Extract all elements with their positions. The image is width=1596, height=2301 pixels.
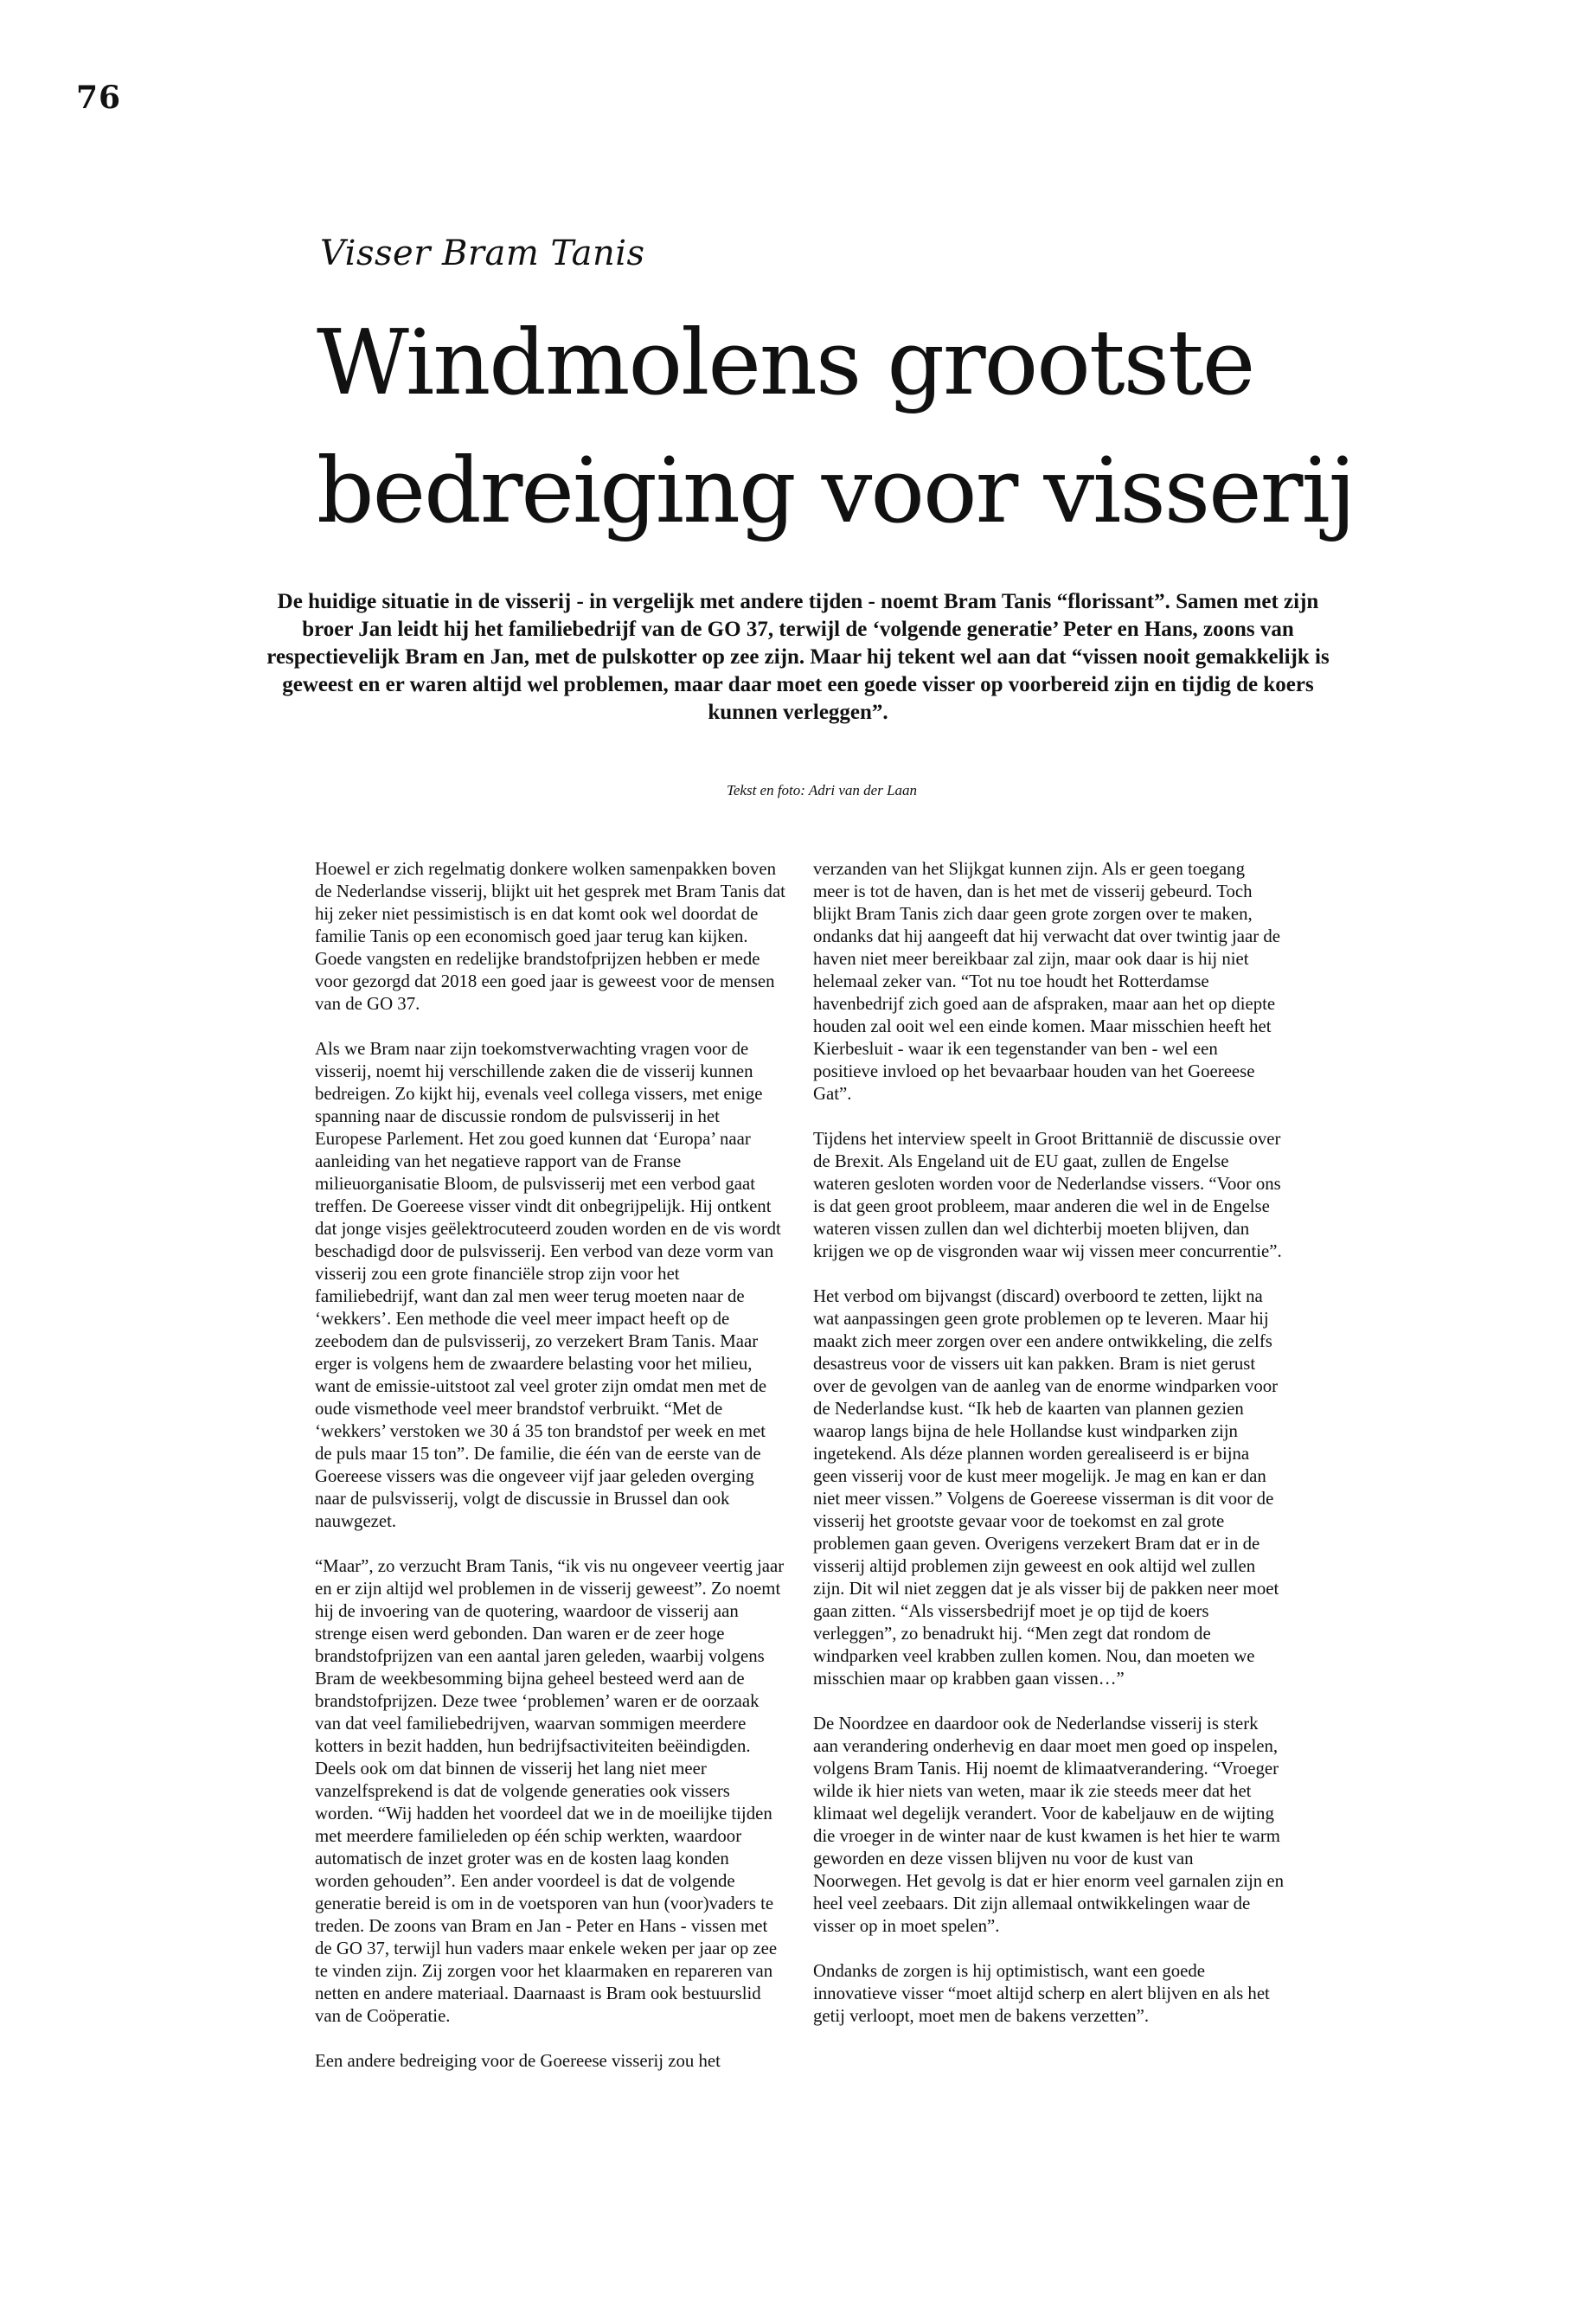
photo-credit: Tekst en foto: Adri van der Laan [726,782,918,798]
body-paragraph: Hoewel er zich regelmatig donkere wolken samenpakken boven de Nederlandse visserij, blijkt uit het gesprek met Bram Tanis dat hij zeker niet pessimistisch is en dat komt ook wel doordat de familie Tanis op een economisch goed jaar terug kan kijken. Goede vangsten en redelijke brandstofprijzen hebben er mede voor gezorgd dat 2018 een goed jaar is geweest voor de mensen van de GO 37. [315,859,785,1014]
article-title: Windmolens grootste bedreiging voor visserij [317,310,1355,543]
body-paragraph: Ondanks de zorgen is hij optimistisch, want een goede innovatieve visser “moet altijd scherp en alert blijven en als het getij verloopt, moet men de bakens verzetten”. [813,1961,1270,2026]
body-paragraph: Tijdens het interview speelt in Groot Brittannië de discussie over de Brexit. Als Engeland uit de EU gaat, zullen de Engelse wateren gesloten worden voor de Nederlandse vissers. “Voor ons is dat geen groot probleem, maar anderen die wel in de Engelse wateren vissen zullen dan wel dichterbij moeten blijven, dan krijgen we op de visgronden waar wij vissen meer concurrentie”. [813,1129,1282,1261]
body-paragraph: Het verbod om bijvangst (discard) overboord te zetten, lijkt na wat aanpassingen geen grote problemen op te leveren. Maar hij maakt zich meer zorgen over een andere ontwikkeling, die zelfs desastreus voor de vissers uit kan pakken. Bram is niet gerust over de gevolgen van de aanleg van de enorme windparken voor de Nederlandse kust. “Ik heb de kaarten van plannen gezien waarop langs bijna de hele Hollandse kust windparken zijn ingetekend. Als déze plannen worden gerealiseerd is er bijna geen visserij voor de kust meer mogelijk. Je mag en kan er dan niet meer vissen.” Volgens de Goereese visserman is dit voor de visserij het grootste gevaar voor de toekomst en zal grote problemen gaan geven. Overigens verzekert Bram dat er in de visserij altijd problemen zijn geweest en ook altijd wel zullen zijn. Dit wil niet zeggen dat je als visser bij de pakken neer moet gaan zitten. “Als vissersbedrijf moet je op tijd de koers verleggen”, zo benadrukt hij. “Men zegt dat rondom de windparken veel krabben zullen komen. Nou, dan moeten we misschien maar op krabben gaan vissen…” [813,1286,1279,1689]
body-paragraph: De Noordzee en daardoor ook de Nederlandse visserij is sterk aan verandering onderhevig en daar moet men goed op inspelen, volgens Bram Tanis. Hij noemt de klimaatverandering. “Vroeger wilde ik hier niets van weten, maar ik zie steeds meer dat het klimaat wel degelijk verandert. Voor de kabeljauw en de wijting die vroeger in de winter naar de kust kwamen is het hier te warm geworden en deze vissen blijven nu voor de kust van Noorwegen. Het gevolg is dat er hier enorm veel garnalen zijn en heel veel zeebaars. Dit zijn allemaal ontwikkelingen waar de visser op in moet spelen”. [813,1714,1284,1936]
article-kicker: Visser Bram Tanis [320,234,645,273]
article-lead: De huidige situatie in de visserij - in vergelijk met andere tijden - noemt Bram Tanis “florissant”. Samen met zijn broer Jan leidt hij het familiebedrijf van de GO 37, terwijl de ‘volgende generatie’ Peter en Hans, zoons van respectievelijk Bram en Jan, met de pulskotter op zee zijn. Maar hij tekent wel aan dat “vissen nooit gemakkelijk is geweest en er waren altijd wel problemen, maar daar moet een goede visser op voorbereid zijn en tijdig de koers kunnen verleggen”. [266,590,1330,724]
text-column-right [813,858,1285,2050]
body-paragraph: verzanden van het Slijkgat kunnen zijn. Als er geen toegang meer is tot de haven, dan is het met de visserij gebeurd. Toch blijkt Bram Tanis zich daar geen grote zorgen over te maken, ondanks dat hij aangeeft dat hij verwacht dat over twintig jaar de haven niet meer bereikbaar zal zijn, maar ook daar is hij niet helemaal zeker van. “Tot nu toe houdt het Rotterdamse havenbedrijf zich goed aan de afspraken, maar aan het op diepte houden zal ooit wel een einde komen. Maar misschien heeft het Kierbesluit - waar ik een tegenstander van ben - wel een positieve invloed op het bevaarbaar houden van het Goereese Gat”. [813,859,1280,1104]
body-paragraph: Een andere bedreiging voor de Goereese visserij zou het [315,2051,721,2071]
text-column-left [315,858,786,2095]
page-number: 76 [76,80,122,116]
body-paragraph: Als we Bram naar zijn toekomstverwachting vragen voor de visserij, noemt hij verschillende zaken die de visserij kunnen bedreigen. Zo kijkt hij, evenals veel collega vissers, met enige spanning naar de discussie rondom de pulsvisserij in het Europese Parlement. Het zou goed kunnen dat ‘Europa’ naar aanleiding van het negatieve rapport van de Franse milieuorganisatie Bloom, de pulsvisserij met een verbod gaat treffen. De Goereese visser vindt dit onbegrijpelijk. Hij ontkent dat jonge visjes geëlektrocuteerd zouden worden en de vis wordt beschadigd door de pulsvisserij. Een verbod van deze vorm van visserij zou een grote financiële strop zijn voor het familiebedrijf, want dan zal men weer terug moeten naar de ‘wekkers’. Een methode die veel meer impact heeft op de zeebodem dan de pulsvisserij, zo verzekert Bram Tanis. Maar erger is volgens hem de zwaardere belasting voor het milieu, want de emissie-uitstoot zal veel groter zijn omdat men met de oude vismethode veel meer brandstof verbruikt. “Met de ‘wekkers’ verstoken we 30 á 35 ton brandstof per week en met de puls maar 15 ton”. De familie, die één van de eerste van de Goereese vissers was die ongeveer vijf jaar geleden overging naar de pulsvisserij, volgt de discussie in Brussel dan ook nauwgezet. [315,1039,781,1531]
body-paragraph: “Maar”, zo verzucht Bram Tanis, “ik vis nu ongeveer veertig jaar en er zijn altijd wel problemen in de visserij geweest”. Zo noemt hij de invoering van de quotering, waardoor de visserij aan strenge eisen werd gebonden. Dan waren er de zeer hoge brandstofprijzen van een aantal jaren geleden, waarbij volgens Bram de weekbesomming bijna geheel besteed werd aan de brandstofprijzen. Deze twee ‘problemen’ waren er de oorzaak van dat veel familiebedrijven, waarvan sommigen meerdere kotters in bezit hadden, hun bedrijfsactiviteiten beëindigden. Deels ook om dat binnen de visserij het lang niet meer vanzelfsprekend is dat de volgende generaties ook vissers worden. “Wij hadden het voordeel dat we in de moeilijke tijden met meerdere familieleden op één schip werkten, waardoor automatisch de inzet groter was en de kosten laag konden worden gehouden”. Een ander voordeel is dat de volgende generatie bereid is om in de voetsporen van hun (voor)vaders te treden. De zoons van Bram en Jan - Peter en Hans - vissen met de GO 37, terwijl hun vaders maar enkele weken per jaar op zee te vinden zijn. Zij zorgen voor het klaarmaken en repareren van netten en andere materiaal. Daarnaast is Bram ook bestuurslid van de Coöperatie. [315,1556,785,2026]
